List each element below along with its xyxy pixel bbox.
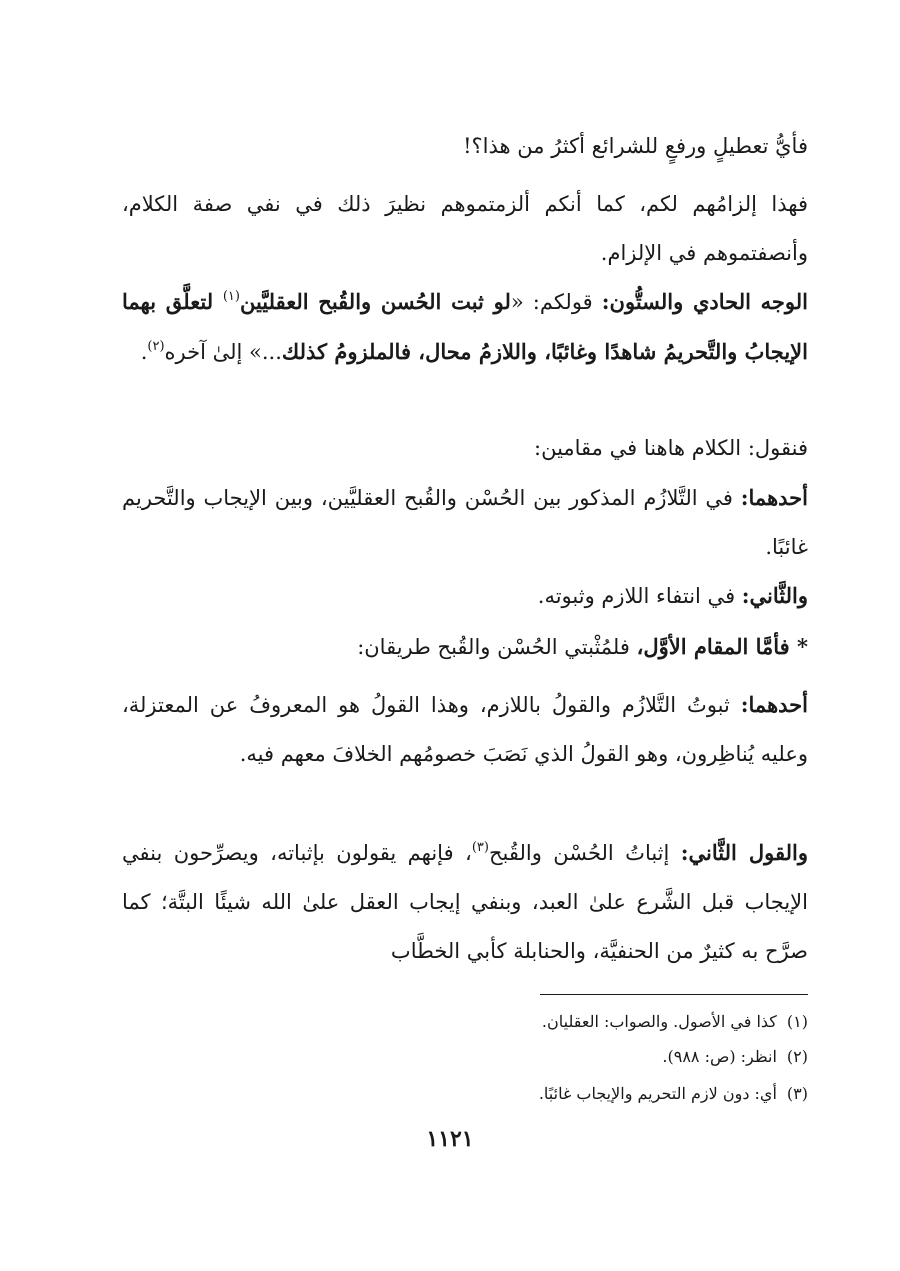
paragraph-4-text: فنقول: الكلام هاهنا في مقامين: [534,436,808,460]
paragraph-9-text-a: إثباتُ الحُسْن والقُبح [488,841,681,865]
paragraph-3-text-a: قولكم: « [510,290,602,314]
paragraph-3 [122,277,808,377]
paragraph-8 [122,680,808,779]
paragraph-6-text: في انتفاء اللازم وثبوته. [537,584,742,608]
paragraph-3-text-d: ...» إلىٰ آخره [164,340,282,364]
footnote-2 [662,1045,808,1069]
paragraph-5 [122,473,808,572]
footnote-ref-2: (٢) [147,339,165,354]
paragraph-3-quote: لو ثبت الحُسن والقُبح العقليَّين [239,289,511,314]
footnote-3-number: (٣) [786,1084,808,1103]
footnote-ref-3: (٣) [471,840,489,855]
paragraph-6 [122,571,808,621]
paragraph-2-text: فهذا إلزامُهم لكم، كما أنكم ألزمتموهم نظيرَ ذلك في نفي صفة الكلام، وأنصفتموهم في الإلزام. [122,192,808,265]
paragraph-3-quote-cont: لتعلَّق بهما الإيجابُ والتَّحريمُ شاهدًا وغائبًا، واللازمُ محال، فالملزومُ كذلك [122,289,808,364]
footnote-1 [542,1010,808,1034]
footnote-3-text: أي: دون لازم التحريم والإيجاب غائبًا. [538,1084,777,1103]
paragraph-3-heading: الوجه الحادي والستُّون: [601,289,808,314]
paragraph-8-text: ثبوتُ التَّلازُم والقولُ باللازم، وهذا القولُ هو المعروفُ عن المعتزلة، وعليه يُناظِرون، وهو القولُ الذي نَصَبَ خصومُهم الخلافَ معهم فيه. [122,693,808,766]
paragraph-5-text: في التَّلازُم المذكور بين الحُسْن والقُبح العقليَّين، وبين الإيجاب والتَّحريم غائبًا. [122,486,808,559]
paragraph-7-heading: فأمَّا المقام الأوَّل، [636,634,790,659]
footnote-divider [540,994,808,995]
paragraph-6-heading: والثَّاني: [741,583,808,608]
paragraph-3-text-e: . [140,340,148,364]
paragraph-9 [122,828,808,976]
footnote-3 [539,1082,808,1106]
section-star-marker: * [789,634,808,659]
footnote-2-number: (٢) [786,1047,808,1066]
footnote-2-text: انظر: (ص: ٩٨٨). [662,1047,777,1066]
paragraph-5-heading: أحدهما: [740,485,808,510]
paragraph-1 [122,122,808,171]
paragraph-8-heading: أحدهما: [740,692,808,717]
footnote-1-number: (١) [786,1012,808,1031]
page-number: ١١٢١ [426,1126,474,1152]
paragraph-9-heading: والقول الثَّاني: [680,840,809,865]
paragraph-7 [122,622,808,672]
footnote-1-text: كذا في الأصول. والصواب: العقليان. [541,1012,777,1031]
paragraph-1-text: فأيُّ تعطيلٍ ورفعٍ للشرائع أكثرُ من هذا؟! [463,134,808,158]
paragraph-2 [122,180,808,278]
paragraph-7-text: فلمُثْبتي الحُسْن والقُبح طريقان: [357,635,637,659]
paragraph-9-text-b: ، فإنهم يقولون بإثباته، ويصرِّحون بنفي الإيجاب قبل الشَّرع علىٰ العبد، وبنفي إيجاب العقل علىٰ الله شيئًا البتَّة؛ كما صرَّح به كثيرٌ من الحنفيَّة، والحنابلة كأبي الخطَّاب [122,841,808,963]
footnote-ref-1: (١) [222,289,240,304]
paragraph-4 [122,424,808,473]
